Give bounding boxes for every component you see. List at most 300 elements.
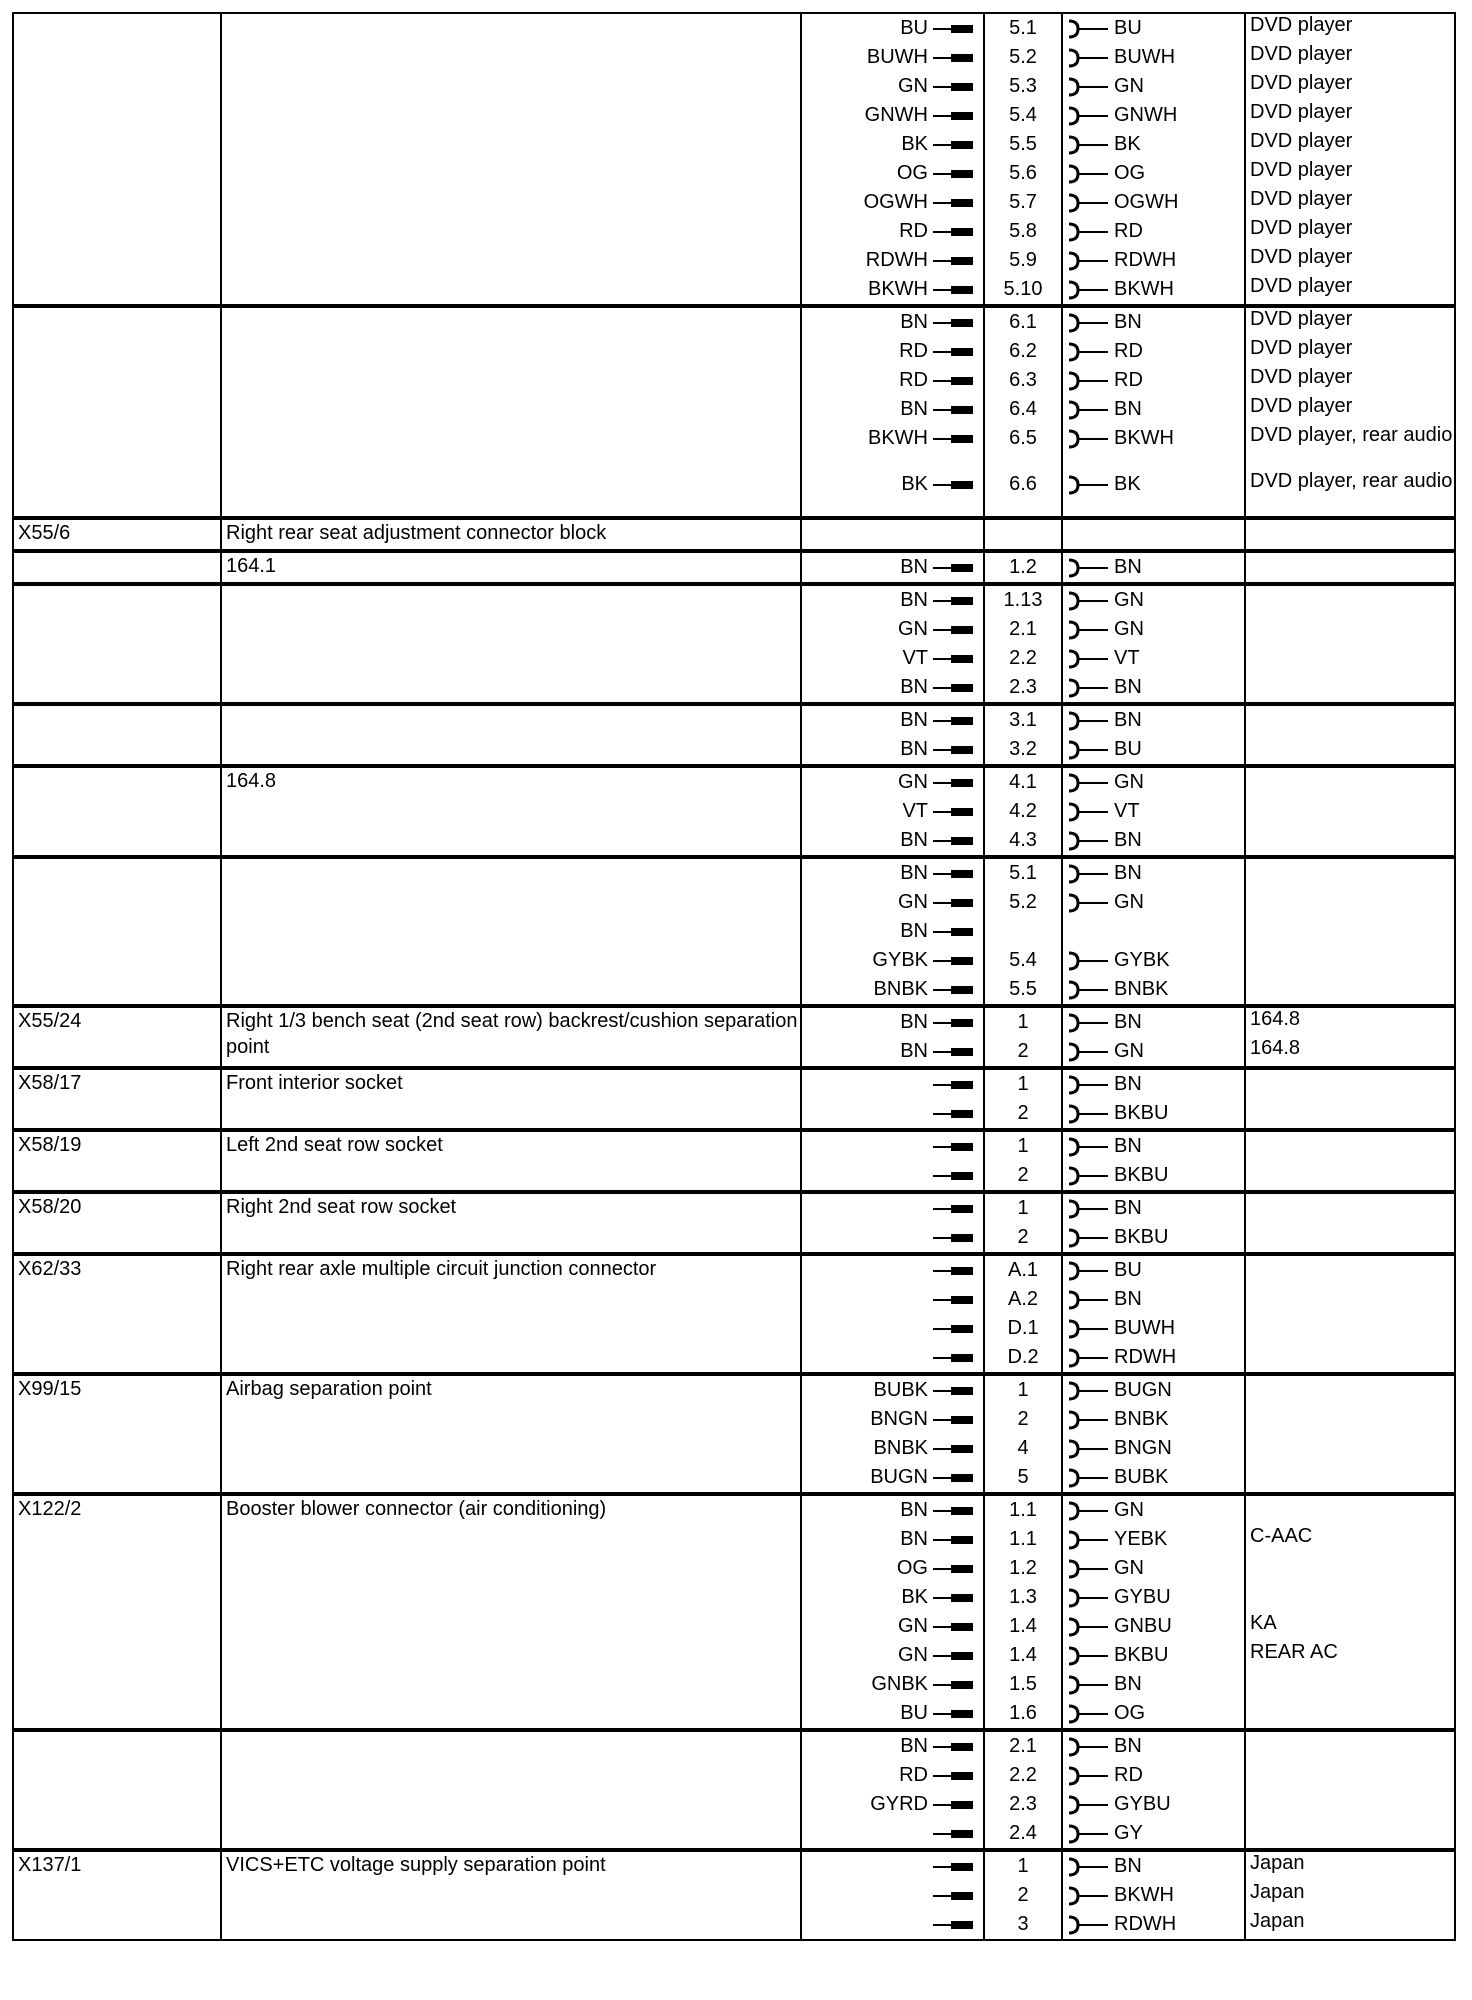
wire-color-right — [1066, 217, 1244, 246]
plug-connector-icon — [933, 1536, 973, 1544]
pin-number — [985, 1343, 1061, 1372]
connector-description: 164.1 — [226, 555, 277, 577]
pin-number — [985, 72, 1061, 101]
pin-number-label: 1 — [1017, 1379, 1029, 1401]
plug-connector-icon — [933, 1048, 973, 1056]
wire-color-right — [1066, 1463, 1244, 1492]
connector-description-cell — [221, 1730, 801, 1850]
plug-connector-icon — [933, 1172, 973, 1180]
pin-number — [985, 1256, 1061, 1285]
wire-color-left — [802, 1496, 973, 1525]
wire-color-right — [1066, 615, 1244, 644]
plug-connector-icon — [933, 684, 973, 692]
pin-number-label: 1 — [1017, 1135, 1029, 1157]
wire-color-right-cell — [1062, 1494, 1245, 1730]
pin-note — [1250, 395, 1454, 424]
wire-color-left-cell — [801, 551, 984, 584]
pin-note-cell — [1245, 1730, 1455, 1850]
pin-note-cell — [1245, 1068, 1455, 1130]
wire-color-right — [1066, 14, 1244, 43]
wire-color-right-label: BN — [1114, 829, 1142, 851]
pin-note — [1250, 1463, 1454, 1492]
pin-number-label: A.1 — [1007, 1259, 1039, 1281]
wire-color-left-cell — [801, 1130, 984, 1192]
wire-color-left — [802, 1376, 973, 1405]
connector-id-cell — [13, 704, 221, 766]
connector-id: X55/6 — [18, 522, 71, 544]
wire-color-left — [802, 246, 973, 275]
pin-note — [1250, 1525, 1454, 1554]
wire-color-right — [1066, 1223, 1244, 1252]
wire-color-right-label: YEBK — [1114, 1528, 1168, 1550]
connector-id: X55/24 — [18, 1010, 82, 1032]
plug-connector-icon — [933, 928, 973, 936]
plug-connector-icon — [933, 1081, 973, 1089]
wire-color-left-label: GYRD — [870, 1793, 928, 1815]
plug-connector-icon — [933, 406, 973, 414]
connector-group-row — [13, 1006, 1455, 1068]
wire-color-right — [1066, 1132, 1244, 1161]
wire-color-right — [1066, 308, 1244, 337]
wire-color-left — [802, 917, 973, 946]
socket-connector-icon — [1066, 1260, 1108, 1282]
wire-color-right — [1066, 275, 1244, 304]
wire-color-left — [802, 946, 973, 975]
pin-note — [1250, 735, 1454, 764]
wire-color-right — [1066, 424, 1244, 470]
wire-color-left-cell — [801, 1494, 984, 1730]
plug-connector-icon — [933, 655, 973, 663]
wire-color-left — [802, 1434, 973, 1463]
wire-color-left — [802, 1314, 973, 1343]
wire-color-left-cell — [801, 1374, 984, 1494]
wire-color-left — [802, 888, 973, 917]
plug-connector-icon — [933, 1296, 973, 1304]
wire-color-right-label: VT — [1114, 800, 1140, 822]
pin-note-label: KA — [1250, 1612, 1277, 1634]
pin-note-label: DVD player — [1250, 130, 1353, 152]
pin-number-label: 1 — [1017, 1197, 1029, 1219]
pin-number — [985, 553, 1061, 582]
wire-color-right-label: VT — [1114, 647, 1140, 669]
pin-note — [1250, 1583, 1454, 1612]
wire-color-right-label: BUWH — [1114, 46, 1176, 68]
connector-id-cell — [13, 1006, 221, 1068]
connector-description: Front interior socket — [226, 1072, 403, 1094]
plug-connector-icon — [933, 717, 973, 725]
connector-id-cell — [13, 766, 221, 857]
wire-color-left — [802, 395, 973, 424]
connector-group-row — [13, 1192, 1455, 1254]
wire-color-right-label: GY — [1114, 1822, 1143, 1844]
pin-note-cell — [1245, 584, 1455, 704]
pin-number — [985, 768, 1061, 797]
wire-color-left — [802, 1732, 973, 1761]
wire-color-right-label: BN — [1114, 1197, 1142, 1219]
wire-color-left-label: BN — [900, 738, 928, 760]
wire-color-right-cell — [1062, 1374, 1245, 1494]
socket-connector-icon — [1066, 950, 1108, 972]
plug-connector-icon — [933, 808, 973, 816]
socket-connector-icon — [1066, 370, 1108, 392]
pin-number — [985, 337, 1061, 366]
wire-color-right — [1066, 159, 1244, 188]
socket-connector-icon — [1066, 677, 1108, 699]
pin-number — [985, 644, 1061, 673]
socket-connector-icon — [1066, 1529, 1108, 1551]
pin-note-label: C-AAC — [1250, 1525, 1313, 1547]
wire-color-left — [802, 1463, 973, 1492]
connector-id-cell — [13, 1730, 221, 1850]
connector-group-row — [13, 857, 1455, 1006]
socket-connector-icon — [1066, 801, 1108, 823]
wire-color-left-label: BU — [900, 17, 928, 39]
connector-id: X99/15 — [18, 1378, 82, 1400]
connector-id-cell — [13, 1254, 221, 1374]
wire-color-right — [1066, 1285, 1244, 1314]
pin-note — [1250, 615, 1454, 644]
wire-color-left — [802, 1343, 973, 1372]
socket-connector-icon — [1066, 221, 1108, 243]
pin-number-cell — [984, 1374, 1062, 1494]
wire-color-left-label: BN — [900, 556, 928, 578]
wire-color-left-label: BN — [900, 589, 928, 611]
wire-color-left — [802, 1583, 973, 1612]
socket-connector-icon — [1066, 1587, 1108, 1609]
wire-color-right — [1066, 1910, 1244, 1939]
pin-note-label: DVD player — [1250, 188, 1353, 210]
pin-number — [985, 1194, 1061, 1223]
wire-color-left-cell — [801, 1068, 984, 1130]
socket-connector-icon — [1066, 1041, 1108, 1063]
wire-color-right — [1066, 1819, 1244, 1848]
pin-number — [985, 735, 1061, 764]
wire-color-right-cell — [1062, 1730, 1245, 1850]
socket-connector-icon — [1066, 1380, 1108, 1402]
pin-number-label: 6.5 — [1009, 427, 1037, 449]
pin-number-cell — [984, 551, 1062, 584]
pin-note — [1250, 1761, 1454, 1790]
socket-connector-icon — [1066, 772, 1108, 794]
pin-number — [985, 673, 1061, 702]
plug-connector-icon — [933, 957, 973, 965]
pin-note — [1250, 101, 1454, 130]
pin-number — [985, 1852, 1061, 1881]
wire-color-left-label: BN — [900, 1528, 928, 1550]
socket-connector-icon — [1066, 1012, 1108, 1034]
pin-note — [1250, 337, 1454, 366]
plug-connector-icon — [933, 1623, 973, 1631]
pin-number — [985, 470, 1061, 516]
wire-color-left — [802, 553, 973, 582]
pin-number — [985, 188, 1061, 217]
pin-note — [1250, 917, 1454, 946]
pin-number — [985, 130, 1061, 159]
pin-number — [985, 1732, 1061, 1761]
pin-note — [1250, 826, 1454, 855]
pin-note — [1250, 1612, 1454, 1641]
wire-color-right-label: BUGN — [1114, 1379, 1172, 1401]
wire-color-right-label: GN — [1114, 618, 1144, 640]
pin-number-label: 1 — [1017, 1855, 1029, 1877]
socket-connector-icon — [1066, 1136, 1108, 1158]
wire-color-right-cell — [1062, 306, 1245, 518]
plug-connector-icon — [933, 1205, 973, 1213]
connector-description-cell — [221, 1068, 801, 1130]
connector-group-row — [13, 518, 1455, 551]
wire-color-left — [802, 1099, 973, 1128]
wire-color-right — [1066, 1194, 1244, 1223]
wire-color-left — [802, 644, 973, 673]
wire-color-left-label: RD — [899, 369, 928, 391]
wire-color-right-label: GNWH — [1114, 104, 1178, 126]
connector-id-cell — [13, 584, 221, 704]
connector-group-row — [13, 704, 1455, 766]
wire-color-left-label: VT — [902, 647, 928, 669]
wire-color-left — [802, 1910, 973, 1939]
pin-note — [1250, 1223, 1454, 1252]
connector-description-cell — [221, 1850, 801, 1940]
wire-color-right-label: BN — [1114, 709, 1142, 731]
plug-connector-icon — [933, 1652, 973, 1660]
pin-number — [985, 159, 1061, 188]
plug-connector-icon — [933, 1772, 973, 1780]
wire-color-left-cell — [801, 1850, 984, 1940]
pin-number-label: 6.2 — [1009, 340, 1037, 362]
wire-color-right — [1066, 1881, 1244, 1910]
pin-note-cell — [1245, 766, 1455, 857]
wire-color-right-cell — [1062, 766, 1245, 857]
pin-note — [1250, 644, 1454, 673]
wire-color-right-cell — [1062, 518, 1245, 551]
wire-color-left — [802, 1008, 973, 1037]
pin-number-label: 5.6 — [1009, 162, 1037, 184]
pin-note-cell — [1245, 1850, 1455, 1940]
wire-color-right-cell — [1062, 1254, 1245, 1374]
wire-color-left — [802, 1285, 973, 1314]
pin-number-label: 5.4 — [1009, 104, 1037, 126]
connector-id-cell — [13, 1374, 221, 1494]
wire-color-left-label: RDWH — [865, 249, 928, 271]
wire-color-left — [802, 1699, 973, 1728]
pin-number — [985, 1405, 1061, 1434]
pin-note — [1250, 946, 1454, 975]
pin-number — [985, 1496, 1061, 1525]
connector-id: X62/33 — [18, 1258, 82, 1280]
wire-color-left-label: GYBK — [872, 949, 928, 971]
pin-number-label: 1.6 — [1009, 1702, 1037, 1724]
pin-note — [1250, 1376, 1454, 1405]
connector-description-cell — [221, 551, 801, 584]
wire-color-right-label: BU — [1114, 1259, 1142, 1281]
pin-number-label: 1.3 — [1009, 1586, 1037, 1608]
plug-connector-icon — [933, 986, 973, 994]
plug-connector-icon — [933, 83, 973, 91]
wire-color-right-label: BNBK — [1114, 978, 1169, 1000]
plug-connector-icon — [933, 228, 973, 236]
pin-number-label: 2.1 — [1009, 618, 1037, 640]
wire-color-right-label: GYBU — [1114, 1793, 1171, 1815]
wire-color-right — [1066, 1037, 1244, 1066]
wire-color-left — [802, 470, 973, 516]
plug-connector-icon — [933, 1416, 973, 1424]
wire-color-right-label: GN — [1114, 771, 1144, 793]
pin-number-cell — [984, 857, 1062, 1006]
plug-connector-icon — [933, 319, 973, 327]
connector-description-cell — [221, 1192, 801, 1254]
wire-color-left — [802, 366, 973, 395]
wire-color-left-label: GN — [898, 891, 928, 913]
pin-number — [985, 1070, 1061, 1099]
plug-connector-icon — [933, 25, 973, 33]
plug-connector-icon — [933, 626, 973, 634]
wire-color-left — [802, 1761, 973, 1790]
connector-description: VICS+ETC voltage supply separation point — [226, 1854, 606, 1876]
plug-connector-icon — [933, 348, 973, 356]
connector-group-row — [13, 1730, 1455, 1850]
wire-color-left — [802, 1670, 973, 1699]
pin-number-label: 1.4 — [1009, 1615, 1037, 1637]
pin-note — [1250, 1554, 1454, 1583]
plug-connector-icon — [933, 1267, 973, 1275]
plug-connector-icon — [933, 837, 973, 845]
wire-color-right-label: BU — [1114, 17, 1142, 39]
pin-number-cell — [984, 1254, 1062, 1374]
plug-connector-icon — [933, 1445, 973, 1453]
connector-description-cell — [221, 1130, 801, 1192]
pin-number-label: 5.8 — [1009, 220, 1037, 242]
wire-color-left-cell — [801, 1254, 984, 1374]
wire-color-left-label: BNBK — [873, 978, 928, 1000]
pin-note — [1250, 1496, 1454, 1525]
pin-number — [985, 1583, 1061, 1612]
wire-color-right-label: BKBU — [1114, 1644, 1169, 1666]
wire-color-right-label: GN — [1114, 1557, 1144, 1579]
socket-connector-icon — [1066, 1467, 1108, 1489]
pin-number — [985, 1819, 1061, 1848]
connector-group-row — [13, 1494, 1455, 1730]
wire-color-right — [1066, 1761, 1244, 1790]
wire-color-left-label: BUWH — [866, 46, 928, 68]
wire-color-left-label: GN — [898, 75, 928, 97]
wire-color-right — [1066, 644, 1244, 673]
pin-number — [985, 826, 1061, 855]
wire-color-right — [1066, 826, 1244, 855]
wire-color-right — [1066, 706, 1244, 735]
wire-color-right — [1066, 1732, 1244, 1761]
pin-note — [1250, 1405, 1454, 1434]
pin-number-label: 5 — [1017, 1466, 1029, 1488]
pin-number — [985, 1037, 1061, 1066]
wire-color-right — [1066, 1256, 1244, 1285]
wire-color-right — [1066, 888, 1244, 917]
wire-color-left-cell — [801, 518, 984, 551]
wire-color-right — [1066, 1852, 1244, 1881]
connector-description-cell — [221, 13, 801, 306]
wire-color-left — [802, 1881, 973, 1910]
pin-note-label: Japan — [1250, 1910, 1305, 1932]
pin-number-label: 4.2 — [1009, 800, 1037, 822]
pin-number-label: 1.13 — [1003, 589, 1043, 611]
pin-note — [1250, 1256, 1454, 1285]
wire-color-left-label: VT — [902, 800, 928, 822]
wire-color-right — [1066, 246, 1244, 275]
pin-number — [985, 217, 1061, 246]
pin-number-label: 5.1 — [1009, 862, 1037, 884]
pin-number — [985, 1670, 1061, 1699]
pin-note-label: DVD player — [1250, 43, 1353, 65]
pin-note — [1250, 470, 1454, 516]
pin-number-label: 4 — [1017, 1437, 1029, 1459]
wire-color-right — [1066, 1670, 1244, 1699]
wire-color-right — [1066, 1583, 1244, 1612]
wire-color-right-label: GYBK — [1114, 949, 1170, 971]
wire-color-right — [1066, 1405, 1244, 1434]
pin-number-label: 5.2 — [1009, 891, 1037, 913]
connector-id-cell — [13, 1850, 221, 1940]
wire-color-right — [1066, 1314, 1244, 1343]
wire-color-left — [802, 14, 973, 43]
connector-id-cell — [13, 1068, 221, 1130]
wire-color-left-label: RD — [899, 220, 928, 242]
wire-color-left-cell — [801, 584, 984, 704]
pin-number-label: 1.1 — [1009, 1499, 1037, 1521]
wire-color-left — [802, 1194, 973, 1223]
pin-number-label: 1.4 — [1009, 1644, 1037, 1666]
pin-number-label: 2 — [1017, 1884, 1029, 1906]
socket-connector-icon — [1066, 739, 1108, 761]
pin-number-cell — [984, 1130, 1062, 1192]
socket-connector-icon — [1066, 279, 1108, 301]
wire-color-right-label: BNBK — [1114, 1408, 1169, 1430]
pin-number-label: 5.4 — [1009, 949, 1037, 971]
socket-connector-icon — [1066, 1736, 1108, 1758]
wire-color-right-label: RD — [1114, 340, 1143, 362]
wire-color-right — [1066, 797, 1244, 826]
wire-color-right-label: BN — [1114, 311, 1142, 333]
pin-note-label: DVD player — [1250, 366, 1353, 388]
pin-note-cell — [1245, 13, 1455, 306]
pin-note-label: Japan — [1250, 1852, 1305, 1874]
pin-note — [1250, 1161, 1454, 1190]
wire-color-right-label: GN — [1114, 1499, 1144, 1521]
plug-connector-icon — [933, 1110, 973, 1118]
wire-color-left-label: GN — [898, 618, 928, 640]
socket-connector-icon — [1066, 1765, 1108, 1787]
wire-color-left — [802, 520, 973, 549]
wiring-connector-table-page — [12, 12, 1454, 1941]
wire-color-left-label: GN — [898, 1644, 928, 1666]
pin-number — [985, 1132, 1061, 1161]
pin-number-label: 5.5 — [1009, 133, 1037, 155]
pin-note-label: DVD player — [1250, 308, 1353, 330]
pin-number — [985, 1790, 1061, 1819]
pin-number — [985, 1525, 1061, 1554]
wire-color-left — [802, 1790, 973, 1819]
pin-number — [985, 1223, 1061, 1252]
wire-color-right-label: RD — [1114, 220, 1143, 242]
wire-color-left — [802, 735, 973, 764]
wire-color-left — [802, 275, 973, 304]
pin-note-label: REAR AC — [1250, 1641, 1338, 1663]
wire-color-left-label: BNBK — [873, 1437, 928, 1459]
connector-group-row — [13, 13, 1455, 306]
wire-color-right-label: GN — [1114, 1040, 1144, 1062]
wire-color-left — [802, 159, 973, 188]
plug-connector-icon — [933, 1234, 973, 1242]
wire-color-left-label: RD — [899, 1764, 928, 1786]
wire-color-left-label: BN — [900, 398, 928, 420]
